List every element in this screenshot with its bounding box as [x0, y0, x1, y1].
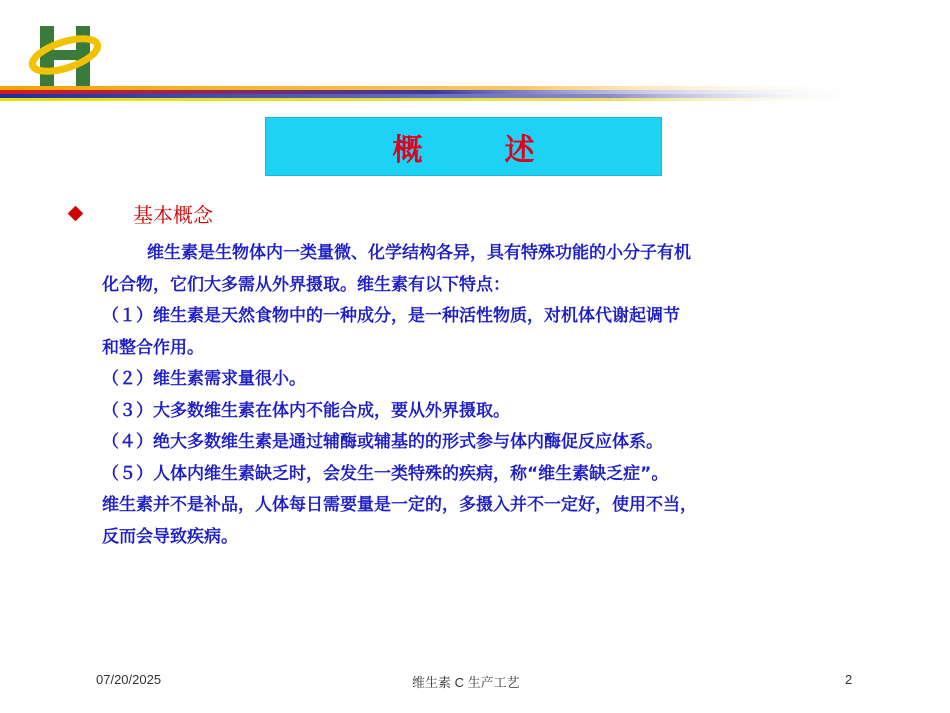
section-heading-row: [66, 199, 213, 228]
body-line: （２）维生素需求量很小。: [102, 369, 306, 389]
body-line: 和整合作用。: [102, 337, 204, 358]
page-number: 2: [845, 672, 853, 687]
body-line: （３）大多数维生素在体内不能合成，要从外界摄取。: [102, 400, 510, 421]
title-banner: [265, 117, 662, 176]
body-line: （５）人体内维生素缺乏时，会发生一类特殊的疾病，称“维生素缺乏症”。: [102, 463, 669, 484]
body-line: 反而会导致疾病。: [102, 526, 238, 547]
green-h-logo-icon: [28, 24, 102, 88]
footer-date: 07/20/2025: [96, 672, 162, 687]
body-line: 维生素是生物体内一类量微、化学结构各异，具有特殊功能的小分子有机: [147, 243, 691, 263]
footer-title: 维生素 C 生产工艺: [412, 675, 520, 690]
body-line: （４）绝大多数维生素是通过辅酶或辅基的的形式参与体内酶促反应体系。: [102, 432, 663, 452]
header-stripes: [0, 86, 870, 100]
red-diamond-icon: [68, 206, 84, 222]
page-title: 概 述: [392, 132, 561, 168]
body-line: 维生素并不是补品，人体每日需要量是一定的，多摄入并不一定好，使用不当，: [102, 495, 697, 515]
section-heading: 基本概念: [133, 203, 213, 227]
body-line: （１）维生素是天然食物中的一种成分，是一种活性物质，对机体代谢起调节: [102, 306, 680, 326]
body-text: [102, 238, 932, 553]
body-line: 化合物，它们大多需从外界摄取。维生素有以下特点：: [102, 274, 510, 295]
